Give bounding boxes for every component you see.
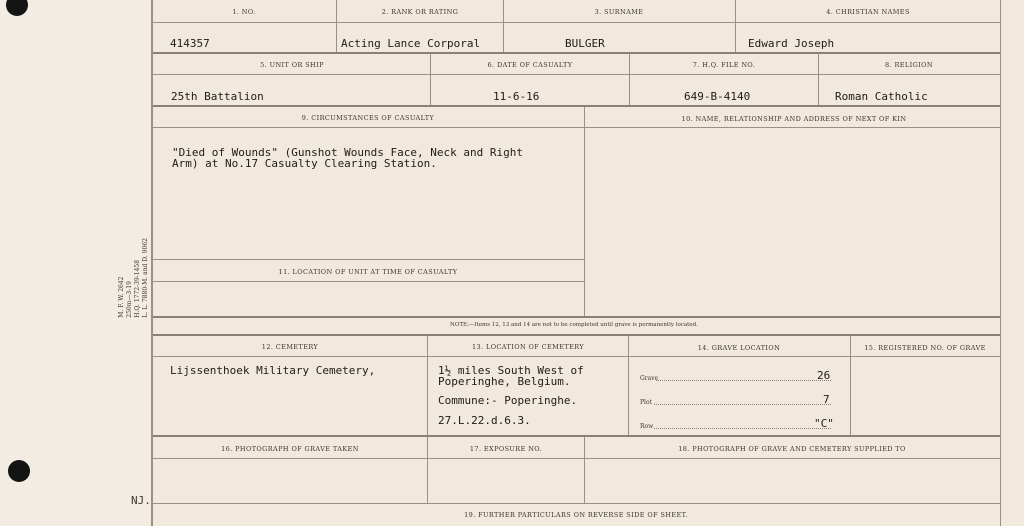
rule [153,356,1000,357]
christian-names: Edward Joseph [748,37,835,50]
rule [153,435,1000,437]
label-plot: Plot [640,399,652,406]
rule [336,0,337,52]
rule [153,52,1000,54]
rule [153,503,1000,504]
rule [153,22,1000,23]
row-letter: "C" [814,417,834,430]
label-cemetery: 12. CEMETERY [261,343,319,351]
frame-left [151,0,153,526]
rule [818,54,819,105]
cemetery-location-line-4: 27.L.22.d.6.3. [438,414,531,427]
rule [628,336,629,435]
label-rank: 2. RANK OR RATING [381,8,459,16]
label-circumstances: 9. CIRCUMSTANCES OF CASUALTY [301,114,435,122]
rule [850,336,851,435]
rule [427,336,428,435]
service-number: 414357 [170,37,210,50]
label-surname: 3. SURNAME [594,8,644,16]
rule [153,281,584,282]
rank: Acting Lance Corporal [341,37,481,50]
cemetery-location-line-2: Poperinghe, Belgium. [438,375,571,388]
religion: Roman Catholic [835,90,928,103]
frame-right [1000,0,1001,526]
rule [427,437,428,503]
grave-number: 26 [817,369,831,382]
unit: 25th Battalion [171,90,264,103]
label-exposure: 17. EXPOSURE NO. [469,445,543,453]
rule [153,334,1000,336]
date-of-casualty: 11-6-16 [493,90,540,103]
label-grave: Grave [640,375,659,382]
cemetery-location-line-1: 1½ miles South West of [438,364,584,377]
circumstances-line-1: "Died of Wounds" (Gunshot Wounds Face, Neck and Right [172,146,523,159]
label-no: 1. NO. [232,8,256,16]
rule [629,54,630,105]
label-date: 6. DATE OF CASUALTY [487,61,573,69]
label-registered-no: 15. REGISTERED NO. OF GRAVE [864,344,986,352]
rule [584,437,585,503]
cemetery-name: Lijssenthoek Military Cemetery, [170,364,376,377]
label-hq-file: 7. H.Q. FILE NO. [692,61,756,69]
hq-file-number: 649-B-4140 [684,90,751,103]
label-row: Row [640,423,654,430]
cemetery-location-line-3: Commune:- Poperinghe. [438,394,578,407]
rule [503,0,504,52]
rule [584,107,585,316]
form-reference: M. F. W. 2642 250m—3-19 H.Q. 1772-39-1458 L. L. 7880-M. and D. 9062 [118,238,149,318]
rule [153,316,1000,318]
label-grave-location: 14. GRAVE LOCATION [697,344,781,352]
margin-mark: NJ. [131,494,151,507]
rule [430,54,431,105]
dotted-leader [654,428,831,429]
rule [153,458,1000,459]
circumstances-line-2: Arm) at No.17 Casualty Clearing Station. [172,157,437,170]
note: NOTE:—Items 12, 13 and 14 are not to be completed until grave is permanently located. [450,322,698,328]
label-christian-names: 4. CHRISTIAN NAMES [826,8,910,16]
dotted-leader [654,404,831,405]
label-photo-taken: 16. PHOTOGRAPH OF GRAVE TAKEN [221,445,359,453]
rule [735,0,736,52]
label-photo-supplied: 18. PHOTOGRAPH OF GRAVE AND CEMETERY SUPPLIED TO [678,445,906,453]
label-further-particulars: 19. FURTHER PARTICULARS ON REVERSE SIDE OF SHEET. [464,511,688,519]
surname: BULGER [565,37,605,50]
dotted-leader [656,380,831,381]
rule [153,127,1000,128]
label-religion: 8. RELIGION [885,61,933,69]
label-unit: 5. UNIT OR SHIP [260,61,324,69]
label-cemetery-location: 13. LOCATION OF CEMETERY [471,343,585,351]
rule [153,105,1000,107]
rule [153,259,584,260]
label-next-of-kin: 10. NAME, RELATIONSHIP AND ADDRESS OF NEXT OF KIN [681,115,907,123]
rule [153,74,1000,75]
punch-hole-bottom [8,460,30,482]
plot-number: 7 [823,393,830,406]
label-location-of-unit: 11. LOCATION OF UNIT AT TIME OF CASUALTY [278,268,458,276]
